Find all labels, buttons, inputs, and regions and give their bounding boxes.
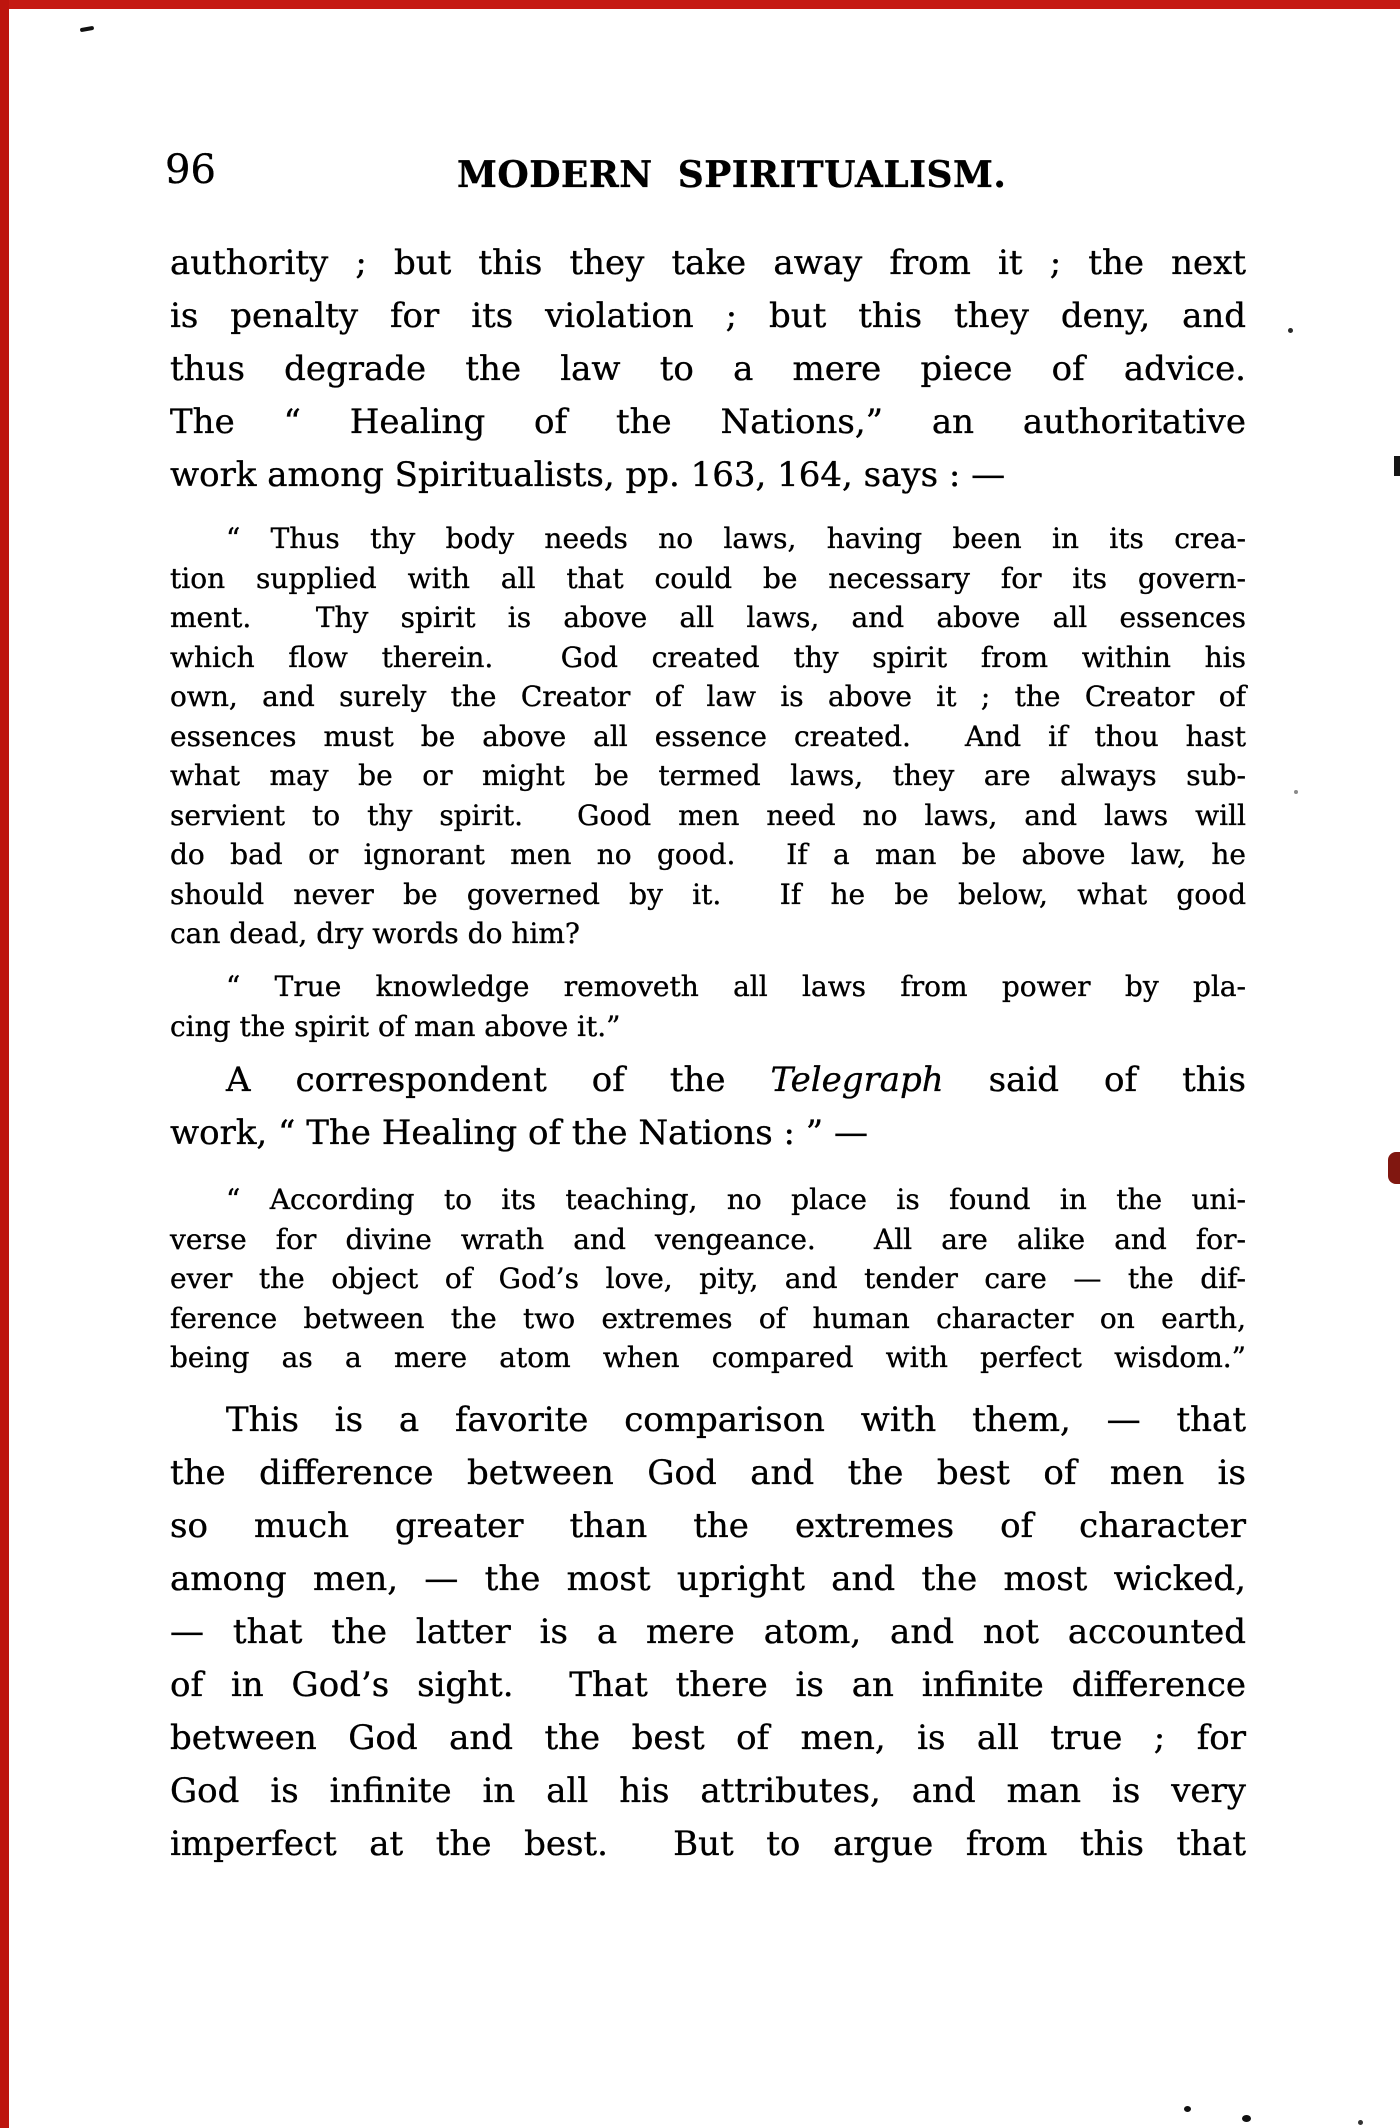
blockquote-2 <box>170 967 1246 1046</box>
body-text-line: the difference between God and the best of men is <box>170 1453 1246 1493</box>
quote-text-line: “ According to its teaching, no place is found in the uni- <box>226 1183 1246 1216</box>
quote-text-line: tion supplied with all that could be necessary for its govern- <box>170 561 1246 595</box>
paragraph-2 <box>170 1054 1246 1160</box>
quote-text-line: essences must be above all essence created. And if thou hast <box>170 719 1246 753</box>
body-text-line <box>170 1054 1246 1107</box>
quote-text-line: do bad or ignorant men no good. If a man be above law, he <box>170 838 1246 871</box>
page-number: 96 <box>165 147 216 193</box>
quote-text-line: what may be or might be termed laws, they are always sub- <box>170 759 1246 792</box>
quote-text-line: ment. Thy spirit is above all laws, and above all essences <box>170 601 1246 634</box>
quote-text-line: “ Thus thy body needs no laws, having been in its crea- <box>226 522 1246 555</box>
scan-edge-left <box>0 0 9 2128</box>
body-text-line: authority ; but this they take away from it ; the next <box>170 243 1246 283</box>
body-text-line: among men, — the most upright and the most wicked, <box>170 1559 1246 1599</box>
blockquote-1 <box>170 519 1246 954</box>
blockquote-3 <box>170 1180 1246 1378</box>
body-text-line: God is infinite in all his attributes, and man is very <box>170 1771 1246 1811</box>
body-text-line: work, “ The Healing of the Nations : ” — <box>170 1113 868 1153</box>
scan-blot-right-edge <box>1388 1152 1400 1184</box>
text-segment: A correspondent of the <box>226 1060 771 1100</box>
body-text-line: The “ Healing of the Nations,” an authoritative <box>170 402 1246 442</box>
body-text-line: thus degrade the law to a mere piece of advice. <box>170 349 1246 389</box>
quote-text-line: servient to thy spirit. Good men need no laws, and laws will <box>170 798 1246 832</box>
quote-text-line: ference between the two extremes of human character on earth, <box>170 1301 1246 1335</box>
scan-edge-top <box>0 0 1400 9</box>
quote-text-line: verse for divine wrath and vengeance. All are alike and for- <box>170 1222 1246 1256</box>
body-text-line: between God and the best of men, is all true ; for <box>170 1718 1246 1758</box>
ink-speck <box>1358 2120 1363 2125</box>
quote-text-line: which flow therein. God created thy spirit from within his <box>170 640 1246 674</box>
paragraph-1 <box>170 237 1246 502</box>
body-text-line: — that the latter is a mere atom, and not accounted <box>170 1612 1246 1652</box>
body-text-line: so much greater than the extremes of character <box>170 1506 1246 1546</box>
italic-telegraph-title: Telegraph <box>770 1060 944 1100</box>
quote-text-line: ever the object of God’s love, pity, and tender care — the dif- <box>170 1262 1246 1295</box>
body-text-line: This is a favorite comparison with them, — that <box>226 1400 1246 1440</box>
quote-text-line: cing the spirit of man above it.” <box>170 1009 621 1043</box>
body-text-line: of in God’s sight. That there is an infinite difference <box>170 1665 1246 1705</box>
scan-tick-right-edge <box>1394 456 1400 476</box>
quote-text-line: own, and surely the Creator of law is above it ; the Creator of <box>170 680 1246 713</box>
paragraph-3 <box>170 1394 1246 1871</box>
quote-text-line: being as a mere atom when compared with perfect wisdom.” <box>170 1341 1246 1374</box>
body-text-line: is penalty for its violation ; but this they deny, and <box>170 296 1246 336</box>
ink-speck <box>1294 790 1298 794</box>
ink-speck <box>1184 2106 1191 2112</box>
body-text-line: imperfect at the best. But to argue from this that <box>170 1824 1246 1864</box>
ink-speck <box>1288 328 1293 333</box>
quote-text-line: “ True knowledge removeth all laws from power by pla- <box>226 970 1246 1003</box>
running-title: MODERN SPIRITUALISM. <box>457 154 1007 196</box>
ink-speck <box>1242 2115 1251 2122</box>
quote-text-line: can dead, dry words do him? <box>170 917 580 950</box>
ink-speck <box>80 26 94 32</box>
text-segment: said of this <box>943 1060 1247 1100</box>
quote-text-line: should never be governed by it. If he be below, what good <box>170 877 1246 911</box>
body-text-line: work among Spiritualists, pp. 163, 164, says : — <box>170 455 1006 495</box>
